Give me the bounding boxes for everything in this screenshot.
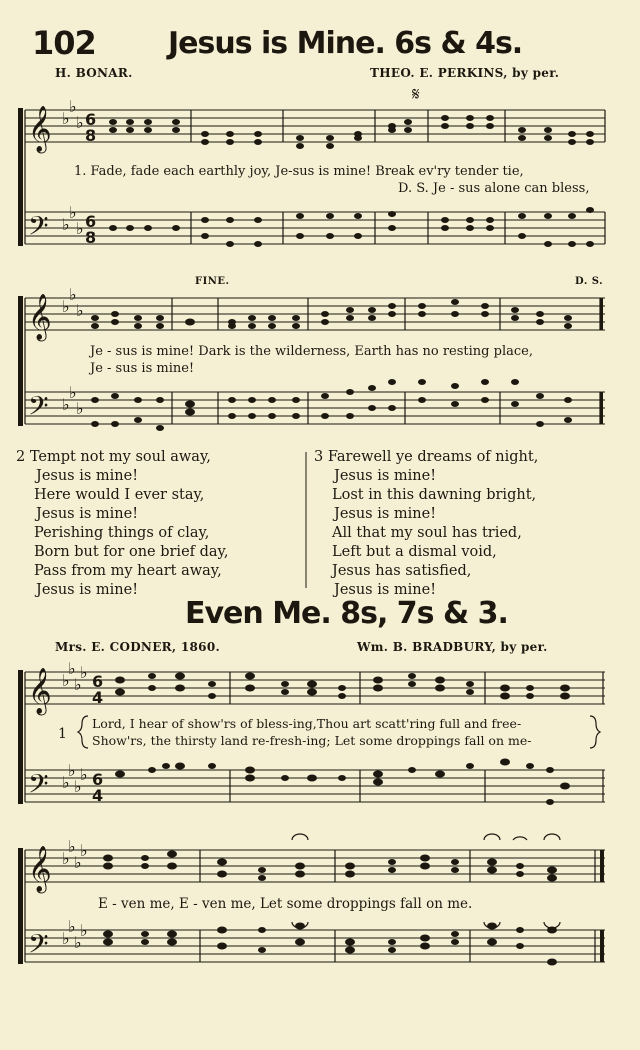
hymn-title-jesus-is-mine: Jesus is Mine. 6s & 4s.: [168, 26, 523, 61]
fermatas: [292, 834, 560, 928]
svg-text:𝄞: 𝄞: [28, 294, 52, 340]
svg-text:♭: ♭: [76, 219, 84, 238]
verse-line: 3 Farewell ye dreams of night,: [314, 449, 539, 465]
hymn1-composer: THEO. E. PERKINS, by per.: [370, 66, 560, 80]
final-double-bars: [600, 298, 604, 962]
svg-text:𝄞: 𝄞: [28, 668, 52, 714]
svg-text:♭: ♭: [76, 113, 84, 132]
verse-line: Jesus is mine!: [36, 506, 139, 522]
hymn2-composer: Wm. B. BRADBURY, by per.: [357, 640, 548, 654]
svg-text:𝄢: 𝄢: [28, 928, 49, 966]
verse-line: Lost in this dawning bright,: [332, 487, 537, 503]
svg-text:𝄞: 𝄞: [28, 846, 52, 892]
verse-line: Here would I ever stay,: [34, 487, 205, 503]
hymn1-lyrics-line1: 1. Fade, fade each earthly joy, Je-sus is mine! Break ev'ry tender tie,: [74, 164, 524, 179]
svg-text:8: 8: [85, 228, 97, 247]
segno-icon: 𝄋: [412, 84, 420, 105]
svg-text:6: 6: [92, 770, 104, 789]
hymn1-lyrics-line2b: Je - sus is mine!: [90, 361, 195, 376]
hymn1-verse3: [314, 448, 538, 600]
verse-line: Pass from my heart away,: [34, 563, 222, 579]
svg-text:♭: ♭: [62, 215, 70, 234]
svg-text:𝄢: 𝄢: [28, 768, 49, 806]
verse-line: Jesus is mine!: [334, 468, 437, 484]
hymn1-verse2: [16, 448, 228, 600]
svg-text:♭: ♭: [68, 917, 76, 936]
hymn2-lyrics-c: E - ven me, E - ven me, Let some droppings fall on me.: [98, 896, 473, 912]
svg-text:♭: ♭: [68, 761, 76, 780]
hymn1-lyrics-line2: Je - sus is mine! Dark is the wilderness, Earth has no resting place,: [90, 344, 533, 359]
verse-line: Jesus is mine!: [36, 468, 139, 484]
svg-text:♭: ♭: [74, 853, 82, 872]
svg-text:8: 8: [85, 126, 97, 145]
page-number: 102: [32, 24, 96, 62]
svg-text:♭: ♭: [69, 285, 77, 304]
svg-text:♭: ♭: [69, 383, 77, 402]
svg-text:♭: ♭: [62, 929, 70, 948]
svg-text:♭: ♭: [74, 777, 82, 796]
hymn2-verse-number: 1: [58, 726, 67, 742]
hymn2-lyrics-a: Lord, I hear of show'rs of bless-ing,Thou art scatt'ring full and free-: [92, 716, 522, 731]
hymn1-author: H. BONAR.: [55, 66, 133, 80]
verse-line: Born but for one brief day,: [34, 544, 229, 560]
svg-text:♭: ♭: [69, 203, 77, 222]
svg-text:♭: ♭: [80, 841, 88, 860]
svg-text:6: 6: [85, 212, 97, 231]
verse-line: Jesus is mine!: [334, 506, 437, 522]
svg-text:♭: ♭: [80, 765, 88, 784]
svg-text:♭: ♭: [62, 773, 70, 792]
verse-line: Perishing things of clay,: [34, 525, 210, 541]
verse-line: 2 Tempt not my soul away,: [16, 449, 211, 465]
verse-line: Left but a dismal void,: [332, 544, 497, 560]
svg-text:♭: ♭: [62, 849, 70, 868]
svg-text:♭: ♭: [68, 659, 76, 678]
svg-text:♭: ♭: [74, 933, 82, 952]
fine-marking: FINE.: [195, 276, 230, 287]
verse-line: Jesus has satisfied,: [332, 563, 472, 579]
svg-text:6: 6: [85, 110, 97, 129]
svg-text:♭: ♭: [62, 297, 70, 316]
svg-text:♭: ♭: [76, 301, 84, 320]
svg-text:♭: ♭: [69, 97, 77, 116]
hymn-title-even-me: Even Me. 8s, 7s & 3.: [185, 596, 508, 631]
svg-text:♭: ♭: [62, 395, 70, 414]
svg-text:♭: ♭: [80, 663, 88, 682]
svg-text:♭: ♭: [76, 399, 84, 418]
svg-text:𝄢: 𝄢: [28, 210, 49, 248]
svg-text:♭: ♭: [62, 109, 70, 128]
hymn1-lyrics-ds: D. S. Je - sus alone can bless,: [398, 181, 590, 196]
svg-text:♭: ♭: [80, 921, 88, 940]
svg-text:6: 6: [92, 672, 104, 691]
hymn2-lyrics-b: Show'rs, the thirsty land re-fresh-ing; Let some droppings fall on me-: [92, 733, 532, 748]
verse-line: Jesus is mine!: [334, 582, 437, 598]
svg-text:♭: ♭: [74, 675, 82, 694]
svg-text:♭: ♭: [62, 671, 70, 690]
hymn2-author: Mrs. E. CODNER, 1860.: [55, 640, 220, 654]
svg-text:4: 4: [92, 688, 104, 707]
svg-text:𝄞: 𝄞: [28, 106, 52, 152]
svg-text:4: 4: [92, 786, 104, 805]
verse-line: Jesus is mine!: [36, 582, 139, 598]
ds-marking: D. S.: [575, 276, 604, 287]
verse-line: All that my soul has tried,: [332, 525, 522, 541]
svg-text:♭: ♭: [68, 837, 76, 856]
svg-text:𝄢: 𝄢: [28, 390, 49, 428]
